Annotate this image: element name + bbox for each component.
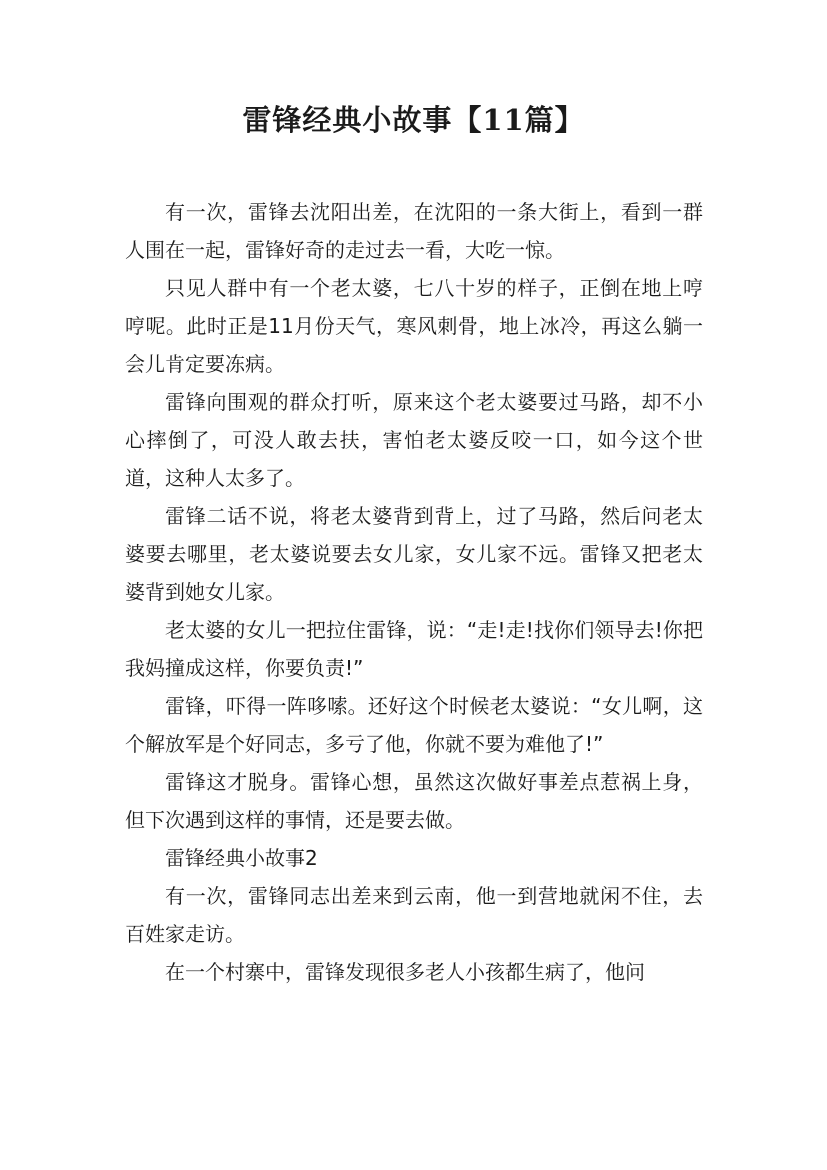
paragraph: 在一个村寨中，雷锋发现很多老人小孩都生病了，他问	[165, 960, 645, 984]
paragraph: 只见人群中有一个老太婆，七八十岁的样子，正倒在地上哼哼呢。此时正是11月份天气，寒风刺骨，地上冰冷，再这么躺一会儿肯定要冻病。	[125, 276, 703, 376]
document-body	[125, 193, 703, 991]
paragraph: 雷锋，吓得一阵哆嗦。还好这个时候老太婆说：“女儿啊，这个解放军是个好同志，多亏了他，你就不要为难他了!”	[125, 694, 703, 756]
paragraph: 雷锋二话不说，将老太婆背到背上，过了马路，然后问老太婆要去哪里，老太婆说要去女儿家，女儿家不远。雷锋又把老太婆背到她女儿家。	[125, 504, 703, 604]
paragraph: 有一次，雷锋同志出差来到云南，他一到营地就闲不住，去百姓家走访。	[125, 884, 703, 946]
document-title: 雷锋经典小故事【11篇】	[242, 103, 585, 137]
paragraph: 有一次，雷锋去沈阳出差，在沈阳的一条大街上，看到一群人围在一起，雷锋好奇的走过去一看，大吃一惊。	[125, 200, 703, 262]
paragraph: 雷锋这才脱身。雷锋心想，虽然这次做好事差点惹祸上身，但下次遇到这样的事情，还是要去做。	[125, 770, 703, 832]
paragraph: 老太婆的女儿一把拉住雷锋，说：“走!走!找你们领导去!你把我妈撞成这样，你要负责!”	[125, 618, 703, 680]
section-heading: 雷锋经典小故事2	[165, 846, 318, 870]
paragraph: 雷锋向围观的群众打听，原来这个老太婆要过马路，却不小心摔倒了，可没人敢去扶，害怕老太婆反咬一口，如今这个世道，这种人太多了。	[125, 390, 703, 490]
